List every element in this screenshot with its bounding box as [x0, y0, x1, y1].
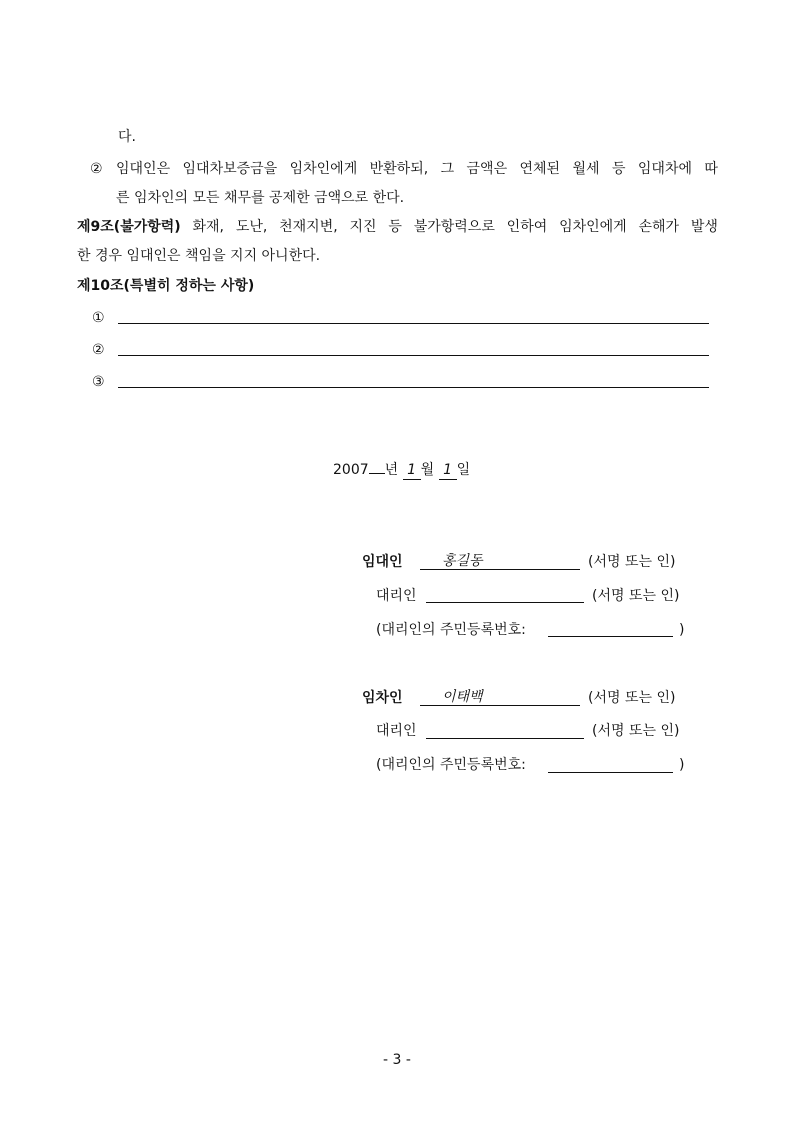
special-item-marker-3: ③: [92, 374, 105, 390]
tenant-agent-label: 대리인: [376, 723, 417, 739]
word: 손해가: [638, 219, 680, 235]
article-10-title: 제10조(특별히 정하는 사항): [77, 278, 255, 294]
clause-item-2-line2: 른 임차인의 모든 채무를 공제한 금액으로 한다.: [116, 190, 405, 206]
word: 등: [611, 161, 626, 177]
word: 등: [388, 219, 402, 235]
word: 연체된: [519, 161, 561, 177]
date-day: 1: [439, 461, 457, 480]
landlord-agent-id-label: (대리인의 주민등록번호:: [376, 622, 526, 638]
landlord-agent-label: 대리인: [376, 588, 417, 604]
date-month-unit: 월: [420, 462, 435, 478]
contract-date: [333, 460, 470, 480]
word: 따: [704, 161, 718, 177]
landlord-role: 임대인: [362, 554, 403, 570]
word: 천재지변,: [279, 219, 338, 235]
tenant-sign-note: (서명 또는 인): [588, 690, 676, 706]
date-year-unit: 년: [384, 462, 399, 478]
word: 불가항력으로: [413, 219, 495, 235]
special-item-line-3[interactable]: [118, 387, 709, 388]
landlord-sign-note: (서명 또는 인): [588, 554, 676, 570]
article-9-line1: [77, 218, 718, 236]
word: 인하여: [506, 219, 548, 235]
item-marker-2: ②: [90, 161, 103, 177]
word: 도난,: [235, 219, 268, 235]
special-item-line-1[interactable]: [118, 323, 709, 324]
landlord-name-signature: 홍길동: [442, 553, 483, 569]
clause-item-2-line1: [116, 160, 718, 178]
special-item-line-2[interactable]: [118, 355, 709, 356]
tenant-name-signature: 이태백: [442, 689, 483, 705]
date-year: 2007: [333, 462, 369, 478]
word: 임대차에: [637, 161, 692, 177]
tenant-agent-line[interactable]: [426, 738, 584, 739]
word: 반환하되,: [369, 161, 429, 177]
landlord-agent-sign-note: (서명 또는 인): [592, 588, 680, 604]
word: 임차인에게: [559, 219, 627, 235]
word: 그: [440, 161, 455, 177]
word: 화재,: [192, 219, 224, 235]
special-item-marker-1: ①: [92, 310, 105, 326]
landlord-agent-id-close: ): [679, 622, 685, 638]
word: 월세: [572, 161, 600, 177]
date-day-unit: 일: [456, 462, 471, 478]
clause-continuation: 다.: [118, 129, 136, 145]
article-9-line2: 한 경우 임대인은 책임을 지지 아니한다.: [77, 248, 321, 264]
tenant-agent-id-close: ): [679, 757, 685, 773]
landlord-agent-id-line[interactable]: [548, 636, 673, 637]
date-month: 1: [403, 461, 421, 480]
special-item-marker-2: ②: [92, 342, 105, 358]
tenant-agent-sign-note: (서명 또는 인): [592, 723, 680, 739]
word: 지진: [349, 219, 377, 235]
word: 금액은: [466, 161, 508, 177]
page-number: - 3 -: [383, 1052, 411, 1068]
tenant-agent-id-line[interactable]: [548, 772, 673, 773]
article-9-title: 제9조(불가항력): [77, 219, 181, 235]
word: 발생: [690, 219, 718, 235]
word: 임차인에게: [289, 161, 358, 177]
tenant-agent-id-label: (대리인의 주민등록번호:: [376, 757, 526, 773]
word: 임대차보증금을: [182, 161, 278, 177]
tenant-role: 임차인: [362, 690, 403, 706]
word: 임대인은: [116, 161, 171, 177]
landlord-agent-line[interactable]: [426, 602, 584, 603]
